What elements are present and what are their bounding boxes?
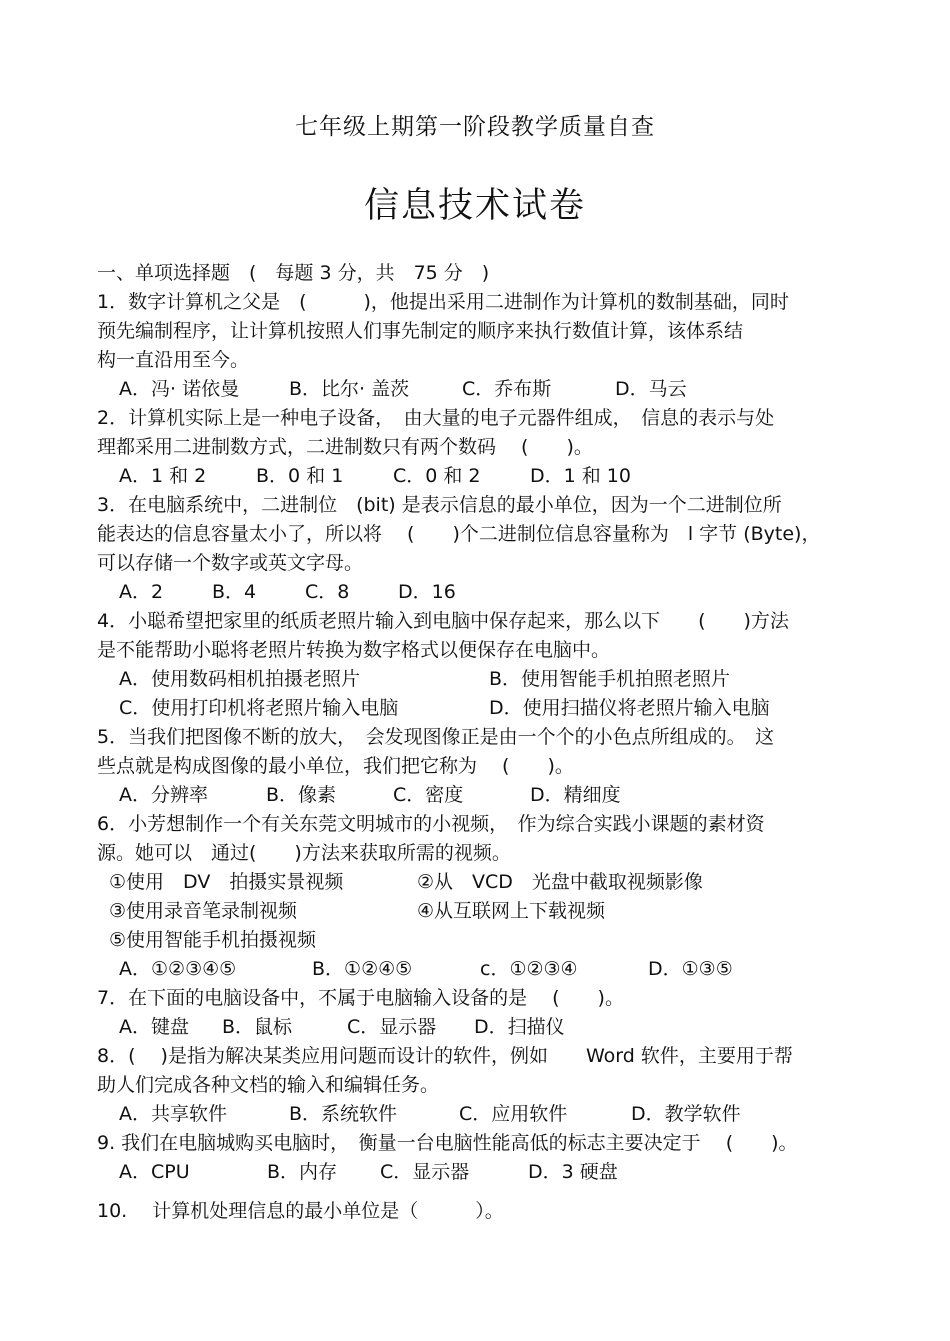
option-c: C．显示器 — [380, 1161, 470, 1183]
question-5 — [97, 723, 857, 810]
question-options — [97, 781, 857, 810]
option-a: A．共享软件 — [119, 1103, 227, 1125]
question-text: 助人们完成各种文档的输入和编辑任务。 — [97, 1074, 440, 1096]
exam-content — [97, 259, 857, 1226]
question-10: 10. 计算机处理信息的最小单位是（ ）。 — [97, 1200, 504, 1222]
question-text: 4．小聪希望把家里的纸质老照片输入到电脑中保存起来，那么以下 ( )方法 — [97, 610, 789, 632]
option-b: B．像素 — [266, 784, 337, 806]
question-text: 8．( )是指为解决某类应用问题而设计的软件，例如 Word 软件，主要用于帮 — [97, 1045, 793, 1067]
question-7 — [97, 984, 857, 1042]
question-6 — [97, 810, 857, 984]
option-d: D．教学软件 — [631, 1103, 741, 1125]
question-text: 理都采用二进制数方式，二进制数只有两个数码 ( )。 — [97, 436, 593, 458]
question-8 — [97, 1042, 857, 1129]
question-text: 3．在电脑系统中，二进制位 (bit) 是表示信息的最小单位，因为一个二进制位所 — [97, 494, 782, 516]
option-b: B．系统软件 — [289, 1103, 398, 1125]
option-b: B．比尔· 盖茨 — [289, 378, 410, 400]
option-c: C．0 和 2 — [393, 465, 481, 487]
option-d: D．扫描仪 — [474, 1016, 565, 1038]
question-text: 1．数字计算机之父是 ( )，他提出采用二进制作为计算机的数制基础，同时 — [97, 291, 789, 313]
question-text: 可以存储一个数字或英文字母。 — [97, 552, 364, 574]
question-text: 能表达的信息容量太小了，所以将 ( )个二进制位信息容量称为 l 字节 (Byte)， — [97, 523, 821, 545]
option-d: D．①③⑤ — [648, 958, 733, 980]
option-d: D．马云 — [615, 378, 687, 400]
question-options — [97, 1100, 857, 1129]
question-9 — [97, 1129, 857, 1187]
question-options — [97, 955, 857, 984]
question-text: 6．小芳想制作一个有关东莞文明城市的小视频， 作为综合实践小课题的素材资 — [97, 813, 765, 835]
option-a: A．①②③④⑤ — [119, 958, 237, 980]
option-a: A．2 — [119, 581, 164, 603]
method-item-3: ③使用录音笔录制视频 — [109, 900, 298, 922]
question-4 — [97, 607, 857, 723]
option-c: C．乔布斯 — [462, 378, 552, 400]
option-d: D．精细度 — [530, 784, 621, 806]
option-b: B．①②④⑤ — [312, 958, 413, 980]
method-items — [97, 868, 857, 897]
question-options — [97, 665, 857, 694]
question-text: 预先编制程序，让计算机按照人们事先制定的顺序来执行数值计算，该体系结 — [97, 320, 744, 342]
method-item-5: ⑤使用智能手机拍摄视频 — [109, 929, 317, 951]
question-options — [97, 694, 857, 723]
exam-subtitle: 七年级上期第一阶段教学质量自查 — [295, 114, 655, 140]
question-3 — [97, 491, 857, 607]
option-b: B．使用智能手机拍照老照片 — [489, 668, 731, 690]
question-text: 5．当我们把图像不断的放大， 会发现图像正是由一个个的小色点所组成的。 这 — [97, 726, 775, 748]
question-options — [97, 1158, 857, 1187]
question-options — [97, 462, 857, 491]
option-a: A．分辨率 — [119, 784, 208, 806]
option-b: B．鼠标 — [222, 1016, 293, 1038]
question-options — [97, 1013, 857, 1042]
option-d: D．使用扫描仪将老照片输入电脑 — [489, 697, 770, 719]
question-options — [97, 375, 857, 404]
option-b: B．0 和 1 — [256, 465, 344, 487]
option-c: C．使用打印机将老照片输入电脑 — [119, 697, 399, 719]
option-a: A．冯· 诺依曼 — [119, 378, 240, 400]
option-d: D．1 和 10 — [530, 465, 631, 487]
exam-title: 信息技术试卷 — [363, 186, 586, 226]
method-item-1: ①使用 DV 拍摄实景视频 — [109, 871, 344, 893]
option-c: C．应用软件 — [459, 1103, 568, 1125]
option-a: A．1 和 2 — [119, 465, 207, 487]
question-text: 些点就是构成图像的最小单位，我们把它称为 ( )。 — [97, 755, 574, 777]
option-a: A．CPU — [119, 1161, 190, 1183]
method-item-4: ④从互联网上下载视频 — [417, 900, 606, 922]
option-b: B．内存 — [267, 1161, 338, 1183]
question-options — [97, 578, 857, 607]
question-text: 9. 我们在电脑城购买电脑时， 衡量一台电脑性能高低的标志主要决定于 ( )。 — [97, 1132, 798, 1154]
question-text: 2．计算机实际上是一种电子设备， 由大量的电子元器件组成， 信息的表示与处 — [97, 407, 775, 429]
question-1 — [97, 288, 857, 404]
method-item-2: ②从 VCD 光盘中截取视频影像 — [417, 871, 703, 893]
question-2 — [97, 404, 857, 491]
option-d: D．16 — [398, 581, 456, 603]
option-a: A．使用数码相机拍摄老照片 — [119, 668, 360, 690]
question-text: 是不能帮助小聪将老照片转换为数字格式以便保存在电脑中。 — [97, 639, 611, 661]
option-a: A．键盘 — [119, 1016, 189, 1038]
question-text: 构一直沿用至今。 — [97, 349, 250, 371]
option-d: D．3 硬盘 — [528, 1161, 618, 1183]
option-c: C．8 — [305, 581, 350, 603]
option-c: C．密度 — [393, 784, 464, 806]
option-c: c．①②③④ — [480, 958, 578, 980]
section-heading: 一、单项选择题 ( 每题 3 分，共 75 分 ) — [97, 262, 490, 284]
option-c: C．显示器 — [347, 1016, 437, 1038]
method-items — [97, 897, 857, 926]
question-text: 7．在下面的电脑设备中，不属于电脑输入设备的是 ( )。 — [97, 987, 624, 1009]
question-text: 源。她可以 通过( )方法来获取所需的视频。 — [97, 842, 511, 864]
option-b: B．4 — [212, 581, 257, 603]
